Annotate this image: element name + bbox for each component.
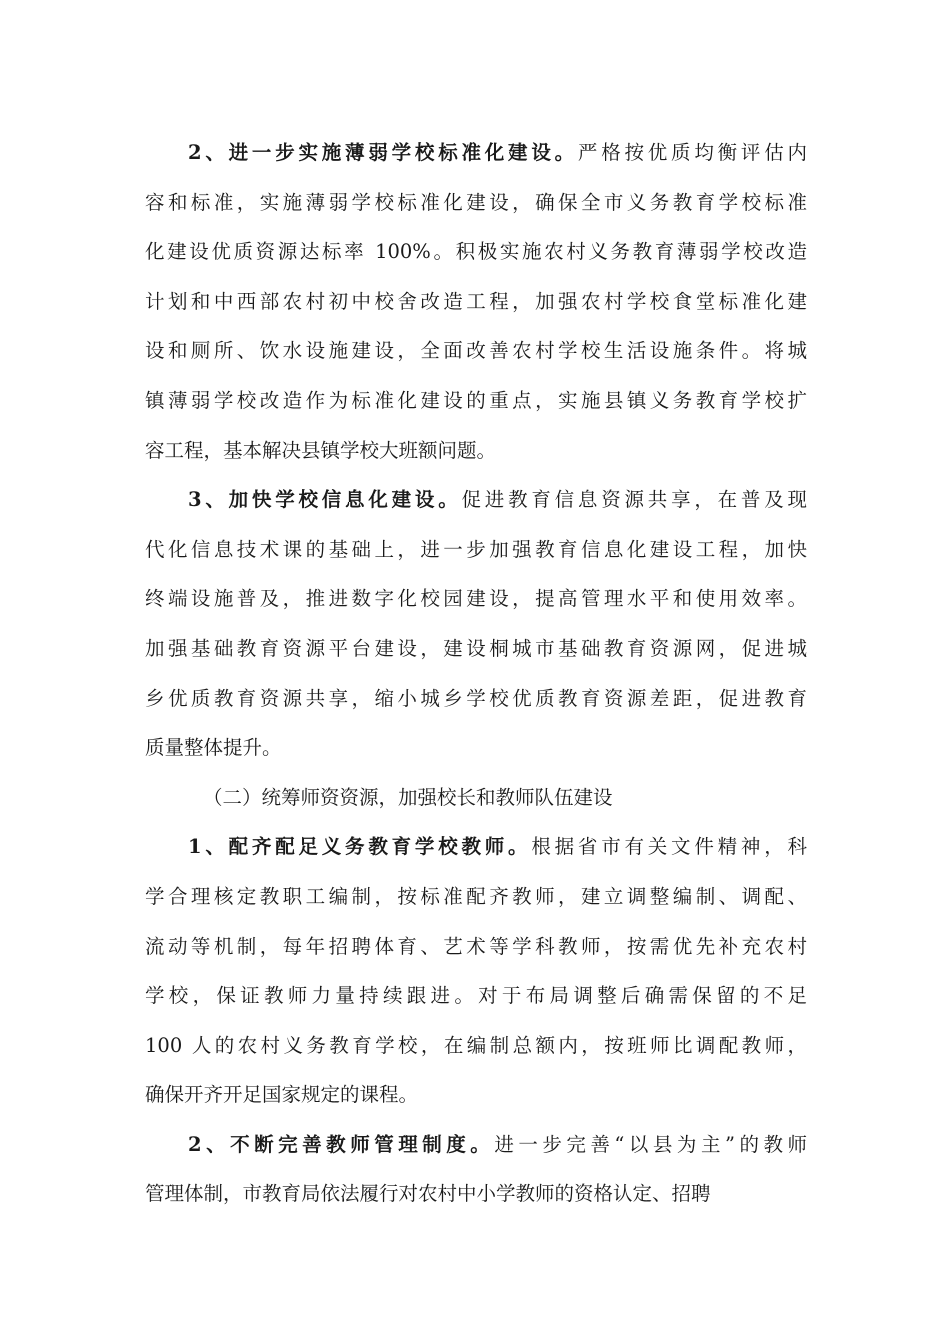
paragraph-text: 严格按优质均衡评估内 [577, 141, 807, 164]
paragraph-lead: 1、配齐配足义务教育学校教师。 [188, 835, 532, 859]
paragraph-text: 进一步完善“以县为主”的教师 [494, 1132, 807, 1156]
paragraph-lead: 2、不断完善教师管理制度。 [188, 1132, 495, 1156]
paragraph-text: 促进教育信息资源共享，在普及现 [461, 488, 807, 512]
paragraph-text: 根据省市有关文件精神，科 [531, 835, 807, 859]
paragraph-text: 化建设优质资源达标率 100%。积极实施农村义务教育薄弱学校改造 [145, 240, 807, 264]
paragraph-lead: 2、进一步实施薄弱学校标准化建设。 [188, 141, 578, 164]
paragraph-text: 加强基础教育资源平台建设，建设桐城市基础教育资源网，促进城 [145, 636, 807, 660]
paragraph-line [145, 574, 807, 624]
paragraph-line [145, 525, 807, 575]
paragraph-text: 终端设施普及，推进数字化校园建设，提高管理水平和使用效率。 [145, 587, 807, 611]
paragraph-first-line [145, 128, 807, 178]
paragraph-line [145, 426, 807, 476]
paragraph-lead: 3、加快学校信息化建设。 [188, 488, 462, 512]
paragraph-text: 镇薄弱学校改造作为标准化建设的重点，实施县镇义务教育学校扩 [145, 388, 807, 412]
paragraph-line [145, 624, 807, 674]
paragraph-text: 学校，保证教师力量持续跟进。对于布局调整后确需保留的不足 [145, 984, 807, 1008]
paragraph-line [145, 971, 807, 1021]
paragraph-line [145, 674, 807, 724]
paragraph-first-line [145, 822, 807, 872]
paragraph-text: 100 人的农村义务教育学校，在编制总额内，按班师比调配教师， [145, 1033, 807, 1057]
paragraph-text: 容工程，基本解决县镇学校大班额问题。 [145, 438, 497, 462]
paragraph-text: 设和厕所、饮水设施建设，全面改善农村学校生活设施条件。将城 [145, 339, 807, 363]
document-body [145, 128, 807, 1219]
paragraph-line [145, 326, 807, 376]
paragraph-line [145, 1169, 807, 1219]
paragraph-text: 乡优质教育资源共享，缩小城乡学校优质教育资源差距，促进教育 [145, 686, 807, 710]
paragraph-first-line [145, 1120, 807, 1170]
paragraph-line [145, 1021, 807, 1071]
paragraph-text: 管理体制，市教育局依法履行对农村中小学教师的资格认定、招聘 [145, 1182, 711, 1206]
paragraph-line [145, 227, 807, 277]
paragraph-line [145, 1070, 807, 1120]
paragraph-text: 计划和中西部农村初中校舍改造工程，加强农村学校食堂标准化建 [145, 289, 807, 313]
paragraph-text: 质量整体提升。 [145, 736, 282, 760]
paragraph-first-line [145, 475, 807, 525]
paragraph-text: 代化信息技术课的基础上，进一步加强教育信息化建设工程，加快 [145, 537, 807, 561]
paragraph-line [145, 178, 807, 228]
paragraph-text: 流动等机制，每年招聘体育、艺术等学科教师，按需优先补充农村 [145, 934, 807, 958]
paragraph-text: 学合理核定教职工编制，按标准配齐教师，建立调整编制、调配、 [145, 884, 807, 908]
paragraph-line [145, 872, 807, 922]
paragraph-text: 容和标准，实施薄弱学校标准化建设，确保全市义务教育学校标准 [145, 190, 807, 214]
paragraph-line [145, 723, 807, 773]
paragraph-line [145, 922, 807, 972]
paragraph-text: 确保开齐开足国家规定的课程。 [145, 1083, 419, 1107]
paragraph-line [145, 277, 807, 327]
section-heading: （二）统筹师资资源，加强校长和教师队伍建设 [203, 785, 613, 809]
paragraph-line [145, 376, 807, 426]
